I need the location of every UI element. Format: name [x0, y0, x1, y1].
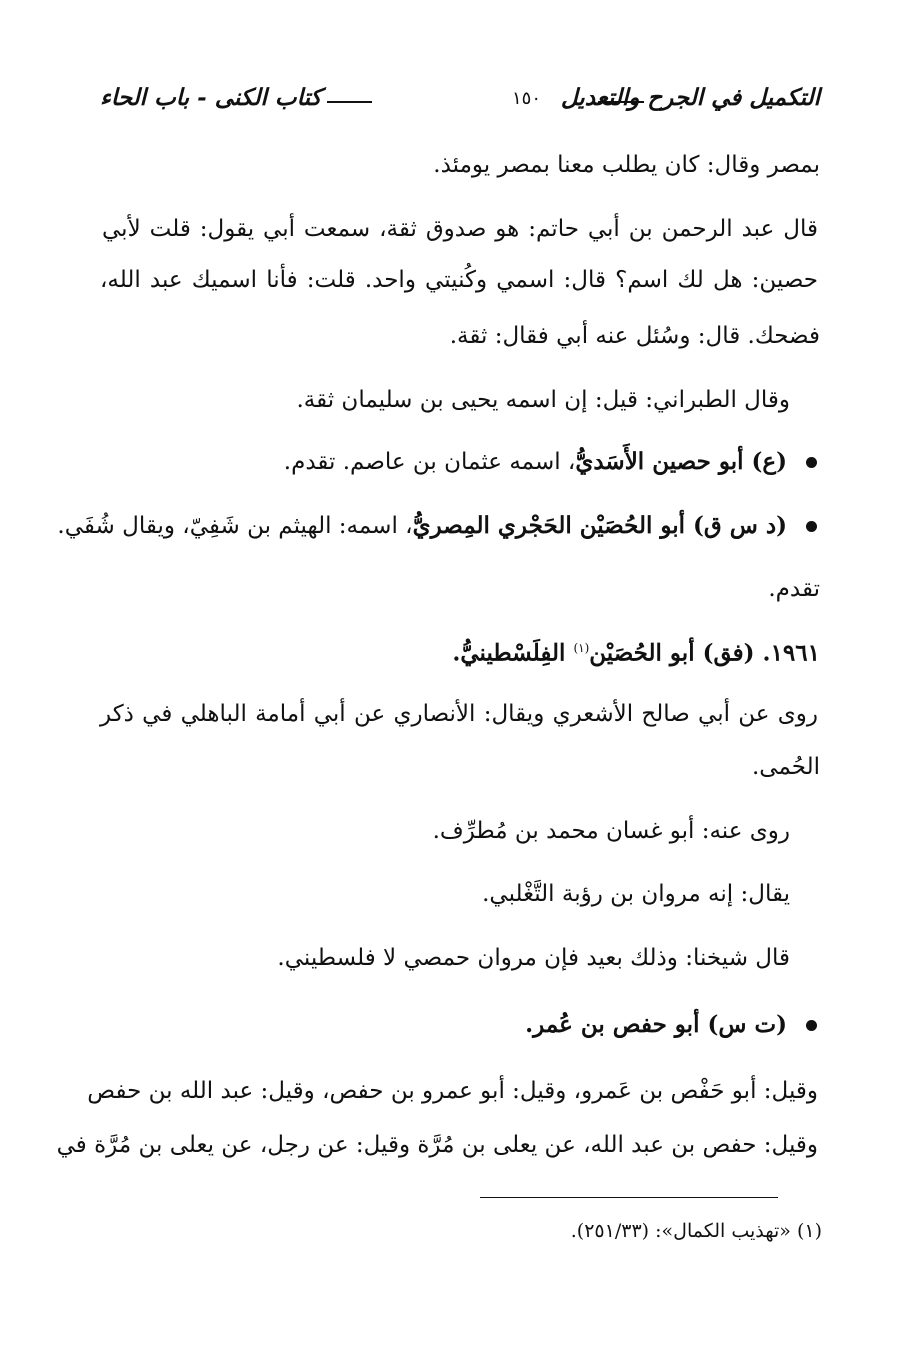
text-line: بمصر وقال: كان يطلب معنا بمصر يومئذ.	[433, 152, 820, 178]
text-line: قال عبد الرحمن بن أبي حاتم: هو صدوق ثقة، سمعت أبي يقول: قلت لأبي	[102, 216, 818, 242]
entry-line	[284, 445, 787, 479]
entry-heading: (ع) أبو حصين الأَسَديُّ	[575, 448, 787, 475]
text-line: فضحك. قال: وسُئل عنه أبي فقال: ثقة.	[449, 323, 820, 349]
text-line: وقال الطبراني: قيل: إن اسمه يحيى بن سليمان ثقة.	[296, 387, 790, 413]
footnote: (١) «تهذيب الكمال»: (٢٥١/٣٣).	[570, 1220, 822, 1242]
bullet	[806, 521, 817, 532]
footnote-ref: (١)	[573, 641, 590, 655]
text-line: روى عنه: أبو غسان محمد بن مُطرِّف.	[432, 818, 790, 844]
header-book-title: التكميل في الجرح والتعديل	[560, 84, 820, 111]
entry-heading-tail: الفِلَسْطينيُّ.	[452, 639, 574, 667]
entry-line	[57, 509, 787, 543]
text-line: الحُمى.	[751, 754, 820, 780]
entry-heading: (د س ق) أبو الحُصَيْن الحَجْري المِصريُّ	[412, 512, 787, 539]
text-line: تقدم.	[768, 576, 820, 602]
entry-text: ، اسمه: الهيثم بن شَفِيّ، ويقال شُفَي.	[57, 513, 413, 539]
footnote-rule	[480, 1197, 778, 1198]
text-line: حصين: هل لك اسم؟ قال: اسمي وكُنيتي واحد. قلت: فأنا اسميك عبد الله،	[100, 267, 818, 293]
text-line: قال شيخنا: وذلك بعيد فإن مروان حمصي لا فلسطيني.	[277, 945, 790, 971]
text-line: روى عن أبي صالح الأشعري ويقال: الأنصاري عن أبي أمامة الباهلي في ذكر	[100, 701, 818, 727]
header-dash	[327, 101, 372, 103]
entry-heading: (ت س) أبو حفص بن عُمر.	[525, 1011, 787, 1038]
text-line: يقال: إنه مروان بن رؤبة التَّغْلبي.	[482, 881, 790, 907]
text-line: وقيل: حفص بن عبد الله، عن يعلى بن مُرَّة وقيل: عن رجل، عن يعلى بن مُرَّة في	[56, 1132, 818, 1158]
entry-heading: ١٩٦١. (فق) أبو الحُصَيْن	[589, 639, 820, 667]
page-number: ١٥٠	[512, 88, 542, 109]
entry-text: ، اسمه عثمان بن عاصم. تقدم.	[283, 449, 576, 475]
bullet	[806, 1020, 817, 1031]
entry-heading-numbered	[452, 631, 820, 671]
bullet	[806, 457, 817, 468]
text-line: وقيل: أبو حَفْص بن عَمرو، وقيل: أبو عمرو بن حفص، وقيل: عبد الله بن حفص	[87, 1078, 818, 1104]
header-section: كتاب الكنى - باب الحاء	[100, 84, 322, 111]
running-header	[100, 80, 820, 120]
